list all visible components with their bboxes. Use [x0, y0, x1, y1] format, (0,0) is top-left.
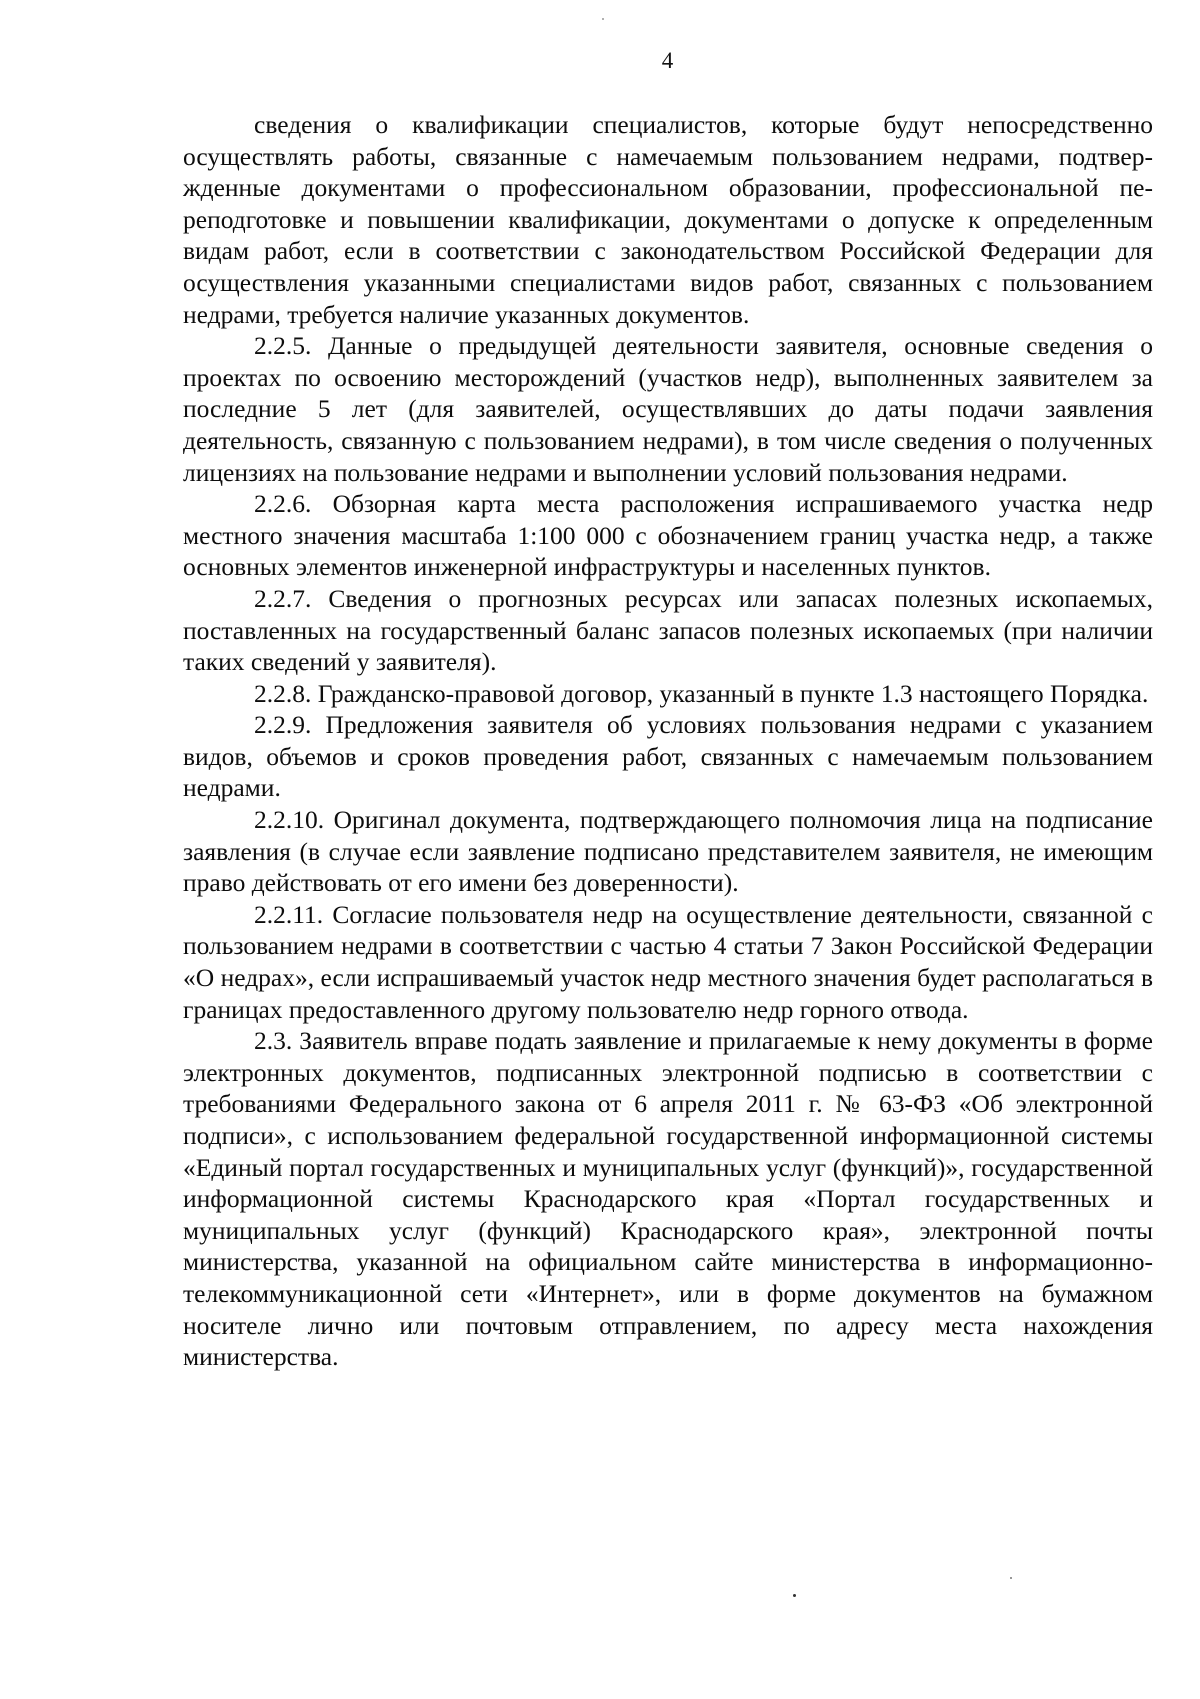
paragraph-2-2-11: 2.2.11. Согласие пользователя недр на осуществление деятельности, связанной с пользованием недрами в соответствии с частью 4 статьи 7 Закон Российской Федерации «О недрах», если испрашиваемый участок недр местного значения будет располагаться в границах предоставленного другому пользователю недр горного отвода. [183, 899, 1153, 1024]
paragraph-qualification-info: сведения о квалификации специалистов, которые будут непосредственно осуществлять работы, связанные с намечаемым пользованием недрами, подтвержденные документами о профессиональном образовании, профессиональной переподготовке и повышении квалификации, документами о допуске к определенным видам работ, если в соответствии с законодательством Российской Федерации для осуществления указанными специалистами видов работ, связанных с пользованием недрами, требуется наличие указанных документов. [183, 110, 1153, 329]
paragraph-2-2-5: 2.2.5. Данные о предыдущей деятельности заявителя, основные сведения о проектах по освоению месторождений (участков недр), выполненных заявителем за последние 5 лет (для заявителей, осуществлявших до даты подачи заявления деятельность, связанную с пользованием недрами), в том числе сведения о полученных лицензиях на пользование недрами и выполнении условий пользования недрами. [183, 331, 1153, 487]
scan-speck [1010, 1577, 1012, 1579]
page-number: 4 [661, 48, 674, 73]
paragraph-2-2-6: 2.2.6. Обзорная карта места расположения испрашиваемого участка недр местного значения масштаба 1:100 000 с обозначением границ участка недр, а также основных элементов инженерной инфраструктуры и населенных пунктов. [183, 489, 1153, 582]
paragraph-2-2-8: 2.2.8. Гражданско-правовой договор, указанный в пункте 1.3 настоящего Порядка. [254, 678, 1149, 708]
document-body [183, 109, 1153, 1373]
scan-speck [602, 18, 604, 20]
paragraph-2-3: 2.3. Заявитель вправе подать заявление и прилагаемые к нему документы в форме электронных документов, подписанных электронной подписью в соответствии с требованиями Федерального закона от 6 апреля 2011 г. № 63-ФЗ «Об электронной подписи», с использованием федеральной государственной информационной системы «Единый портал государственных и муниципальных услуг (функций)», государственной информационной системы Краснодарского края «Портал государственных и муниципальных услуг (функций) Краснодарского края», электронной почты министерства, указанной на официальном сайте министерства в информационно-телекоммуникационной сети «Интернет», или в форме документов на бумажном носителе лично или почтовым отправлением, по адресу места нахождения министерства. [183, 1026, 1153, 1372]
scan-speck [793, 1594, 796, 1597]
paragraph-2-2-7: 2.2.7. Сведения о прогнозных ресурсах или запасах полезных ископаемых, поставленных на государственный баланс запасов полезных ископаемых (при наличии таких сведений у заявителя). [183, 583, 1153, 677]
paragraph-2-2-9: 2.2.9. Предложения заявителя об условиях пользования недрами с указанием видов, объемов и сроков проведения работ, связанных с намечаемым пользованием недрами. [183, 710, 1153, 803]
paragraph-2-2-10: 2.2.10. Оригинал документа, подтверждающего полномочия лица на подписание заявления (в случае если заявление подписано представителем заявителя, не имеющим право действовать от его имени без доверенности). [183, 805, 1153, 898]
